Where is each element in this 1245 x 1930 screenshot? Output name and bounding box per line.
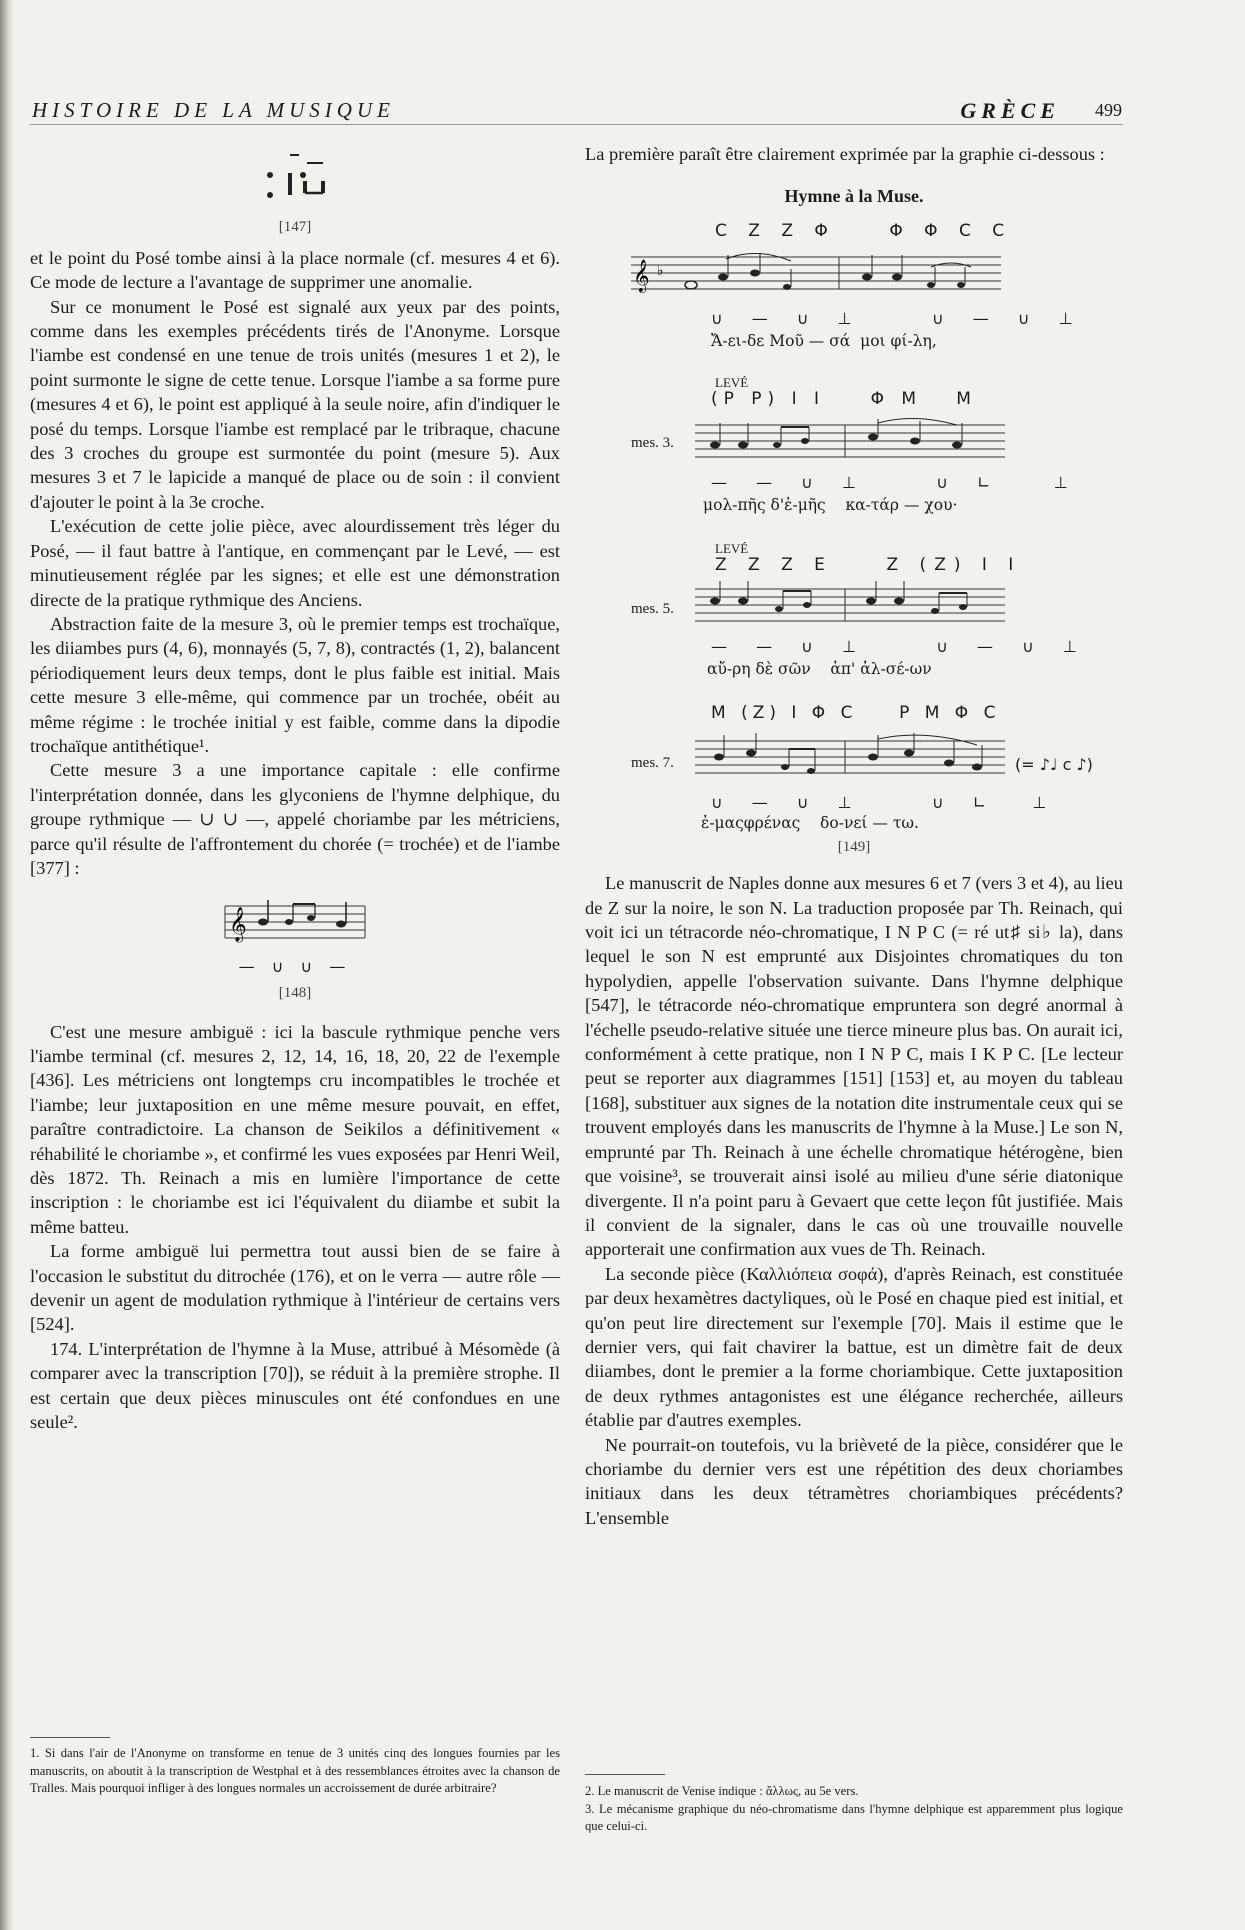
notation-line-3: Z Z Z E Z (Z) I I bbox=[715, 554, 1022, 575]
figure-148-staff bbox=[215, 894, 375, 954]
lyrics-line-4: ἐ-μαςφρένας δο-νεί — τω. bbox=[701, 813, 919, 832]
measure-label: mes. 7. bbox=[631, 754, 674, 771]
notation-line-4: M (Z) I Φ C P M Φ C bbox=[711, 702, 1001, 723]
svg-text:♭: ♭ bbox=[657, 263, 664, 279]
lyrics-line-3: αὔ-ρη δὲ σῶν ἀπ' ἀλ-σέ-ων bbox=[707, 659, 932, 678]
paragraph: Abstraction faite de la mesure 3, où le premier temps est trochaïque, les diiambes purs (4, 6), monnayés (5, 7, 8), contractés (1, 2), balancent périodiquement leurs deux temps, dont le plus faible est initial. Mais cette mesure 3 elle-même, qui commence par un trochée, obéit au même régime : le trochée initial y est faible, comme dans la dipodie trochaïque antithétique¹. bbox=[30, 613, 560, 756]
staff-line-4 bbox=[695, 731, 1015, 791]
svg-text:𝄞: 𝄞 bbox=[633, 258, 650, 292]
figure-147-notation bbox=[255, 147, 335, 207]
figure-147 bbox=[30, 147, 560, 240]
paragraph: C'est une mesure ambiguë : ici la bascule rythmique penche vers l'iambe terminal (cf. mesures 2, 12, 14, 16, 18, 20, 22 de l'exemple [436]. Les métriciens ont longtemps cru incompatibles le trochée et l'iambe; leur juxtaposition en une même mesure pouvait, en effet, paraître contradictoire. La chanson de Seikilos a définitivement « réhabilité le choriambe », et confirmé les vues exposées par Henri Weil, dès 1872. Th. Reinach a mis en lumière l'importance de cette inscription : le choriambe est ici l'équivalent du diiambe et subit la même batteu. bbox=[30, 1021, 560, 1237]
hymn-title: Hymne à la Muse. bbox=[784, 186, 924, 207]
meter-line-2: — — ∪ ⊥ ∪ ∟ ⊥ bbox=[711, 472, 1080, 492]
left-column bbox=[30, 147, 560, 1435]
running-title-left: HISTOIRE DE LA MUSIQUE bbox=[32, 98, 395, 122]
svg-text:𝄞: 𝄞 bbox=[229, 907, 247, 943]
paragraph: La forme ambiguë lui permettra tout aussi bien de se faire à l'occasion le substitut du ditrochée (176), et on le verra — autre rôle — devenir un agent de modulation rythmique à l'intérieur de certains vers [524]. bbox=[30, 1241, 560, 1335]
page-binding-shadow bbox=[0, 0, 14, 1930]
staff-line-2 bbox=[695, 415, 1015, 467]
meter-line-4: ∪ — ∪ ⊥ ∪ ∟ ⊥ bbox=[711, 792, 1059, 812]
footnote-rule bbox=[30, 1737, 110, 1738]
page-number: 499 bbox=[1095, 100, 1122, 120]
footnote-3: 3. Le mécanisme graphique du néo-chromatisme dans l'hymne delphique est apparemment plus logique que celui-ci. bbox=[585, 1801, 1123, 1833]
staff-line-3 bbox=[695, 579, 1015, 631]
figure-147-label: [147] bbox=[278, 219, 312, 236]
paragraph: Cette mesure 3 a une importance capitale : elle confirme l'interprétation donnée, dans les glyconiens de l'hymne delphique, du groupe rythmique — ∪ ∪ —, appelé choriambe par les métriciens, parce qu'il résulte de l'affrontement du chorée (= trochée) et de l'iambe [377] : bbox=[30, 760, 560, 878]
footnote-rule bbox=[585, 1774, 665, 1775]
notation-aside: (= ♪♩ c ♪) bbox=[1015, 754, 1093, 774]
notation-line-1: C Z Z Φ Φ Φ C C bbox=[715, 220, 1013, 241]
figure-148-meter: — ∪ ∪ — bbox=[238, 956, 352, 976]
paragraph: La première paraît être clairement exprimée par la graphie ci-dessous : bbox=[585, 144, 1105, 164]
paragraph: Ne pourrait-on toutefois, vu la brièveté de la pièce, considérer que le choriambe du dernier vers est une répétition des deux choriambes initiaux dans les deux tétramètres choriambiques précédents? L'ensemble bbox=[585, 1434, 1123, 1528]
paragraph: Le manuscrit de Naples donne aux mesures 6 et 7 (vers 3 et 4), au lieu de Z sur la noire, le son N. La traduction proposée par Th. Reinach, qui voit ici un tétracorde néo-chromatique, I N P C (= ré ut♯ si♭ la), dans lequel le son N est emprunté aux Disjointes chromatiques du ton hypolydien, appelle l'observation suivante. Dans l'hymne delphique [547], le tétracorde néo-chromatique empruntera son degré anormal à l'échelle pseudo-relative située une tierce mineure plus bas. On aurait ici, conformément à cette pratique, non I N P C, mais I K P C. [Le lecteur peut se reporter aux diagrammes [151] [153] et, au moyen du tableau [168], substituer aux signes de la notation dite instrumentale ceux qui se trouvent employés dans les manuscrits de l'hymne à la Muse.] Le son N, emprunté par Th. Reinach à une échelle chromatique hétérogène, bien que voisine³, se trouverait ainsi isolé au milieu d'une série diatonique divergente. Il n'a point paru à Gevaert que cette leçon fût justifiée. Mais il convient de la signaler, dans le cas où une trouvaille nouvelle apporterait une confirmation aux vues de Th. Reinach. bbox=[585, 873, 1123, 1260]
leve-marker: LEVÉ bbox=[715, 374, 749, 390]
paragraph: L'exécution de cette jolie pièce, avec alourdissement très léger du Posé, — il faut battre à l'antique, en commençant par le Levé, — est minutieusement réglée par les signes; et elle est une démonstration directe de la pratique rythmique des Anciens. bbox=[30, 516, 560, 610]
lyrics-line-1: Ἄ-ει-δε Μοῦ — σά μοι φί-λη, bbox=[711, 331, 937, 350]
footnote-2: 2. Le manuscrit de Venise indique : ἄλλως, au 5e vers. bbox=[585, 1784, 859, 1798]
paragraph: La seconde pièce (Καλλιόπεια σοφά), d'après Reinach, est constituée par deux hexamètres dactyliques, où le Posé en chaque pied est initial, et qu'on peut lire directement sur l'exemple [70]. Mais il estime que le dernier vers, qui fait chavirer la battue, est un dimètre fait de deux diiambes, dont le premier a la forme choriambique. Cette juxtaposition de deux rythmes antagonistes est une élégance recherchée, ailleurs établie par d'autres exemples. bbox=[585, 1263, 1123, 1431]
lyrics-line-2: μολ-πῆς δ'ἑ-μῆς κα-τάρ — χου· bbox=[703, 495, 958, 514]
figure-149-label: [149] bbox=[837, 838, 871, 855]
notation-line-2: (P P) I I Φ M M bbox=[711, 388, 977, 409]
meter-line-3: — — ∪ ⊥ ∪ — ∪ ⊥ bbox=[711, 636, 1089, 656]
header-rule bbox=[30, 124, 1123, 125]
leve-marker: LEVÉ bbox=[715, 540, 749, 556]
right-column bbox=[585, 142, 1123, 1530]
footnote-1: 1. Si dans l'air de l'Anonyme on transforme en tenue de 3 unités cinq des longues fournies par les manuscrits, on aboutit à la transcription de Westphal et à des ressemblances étroites avec la chanson de Tralles. Mais pourquoi infliger à des longues normales un accroissement de durée arbitraire? bbox=[30, 1746, 560, 1795]
figure-149 bbox=[585, 219, 1123, 831]
paragraph: 174. L'interprétation de l'hymne à la Muse, attribué à Mésomède (à comparer avec la transcription [70]), se réduit à la première strophe. Il est certain que deux pièces minuscules ont été confondues en une seule². bbox=[30, 1338, 560, 1433]
figure-148-label: [148] bbox=[278, 985, 312, 1002]
paragraph: et le point du Posé tombe ainsi à la place normale (cf. mesures 4 et 6). Ce mode de lecture a l'avantage de supprimer une anomalie. bbox=[30, 247, 560, 293]
measure-label: mes. 5. bbox=[631, 600, 674, 617]
measure-label: mes. 3. bbox=[631, 434, 674, 451]
staff-line-1 bbox=[631, 247, 1011, 303]
footnotes-right bbox=[585, 1783, 1123, 1836]
running-title-right: GRÈCE bbox=[960, 98, 1060, 123]
paragraph: Sur ce monument le Posé est signalé aux yeux par des points, comme dans les exemples précédents tirés de l'Anonyme. Lorsque l'iambe est condensé en une tenue de trois unités (mesures 1 et 2), le point surmonte le signe de cette tenue. Lorsque l'iambe a sa forme pure (mesures 4 et 6), le point est appliqué à la seule noire, afin d'indiquer le posé du temps. Lorsque l'iambe est remplacé par le tribraque, chacune des 3 croches du groupe est surmontée du point (mesure 5). Aux mesures 3 et 7 le lapicide a manqué de place ou de soin : il convient d'ajouter le point à la 3e croche. bbox=[30, 296, 560, 512]
meter-line-1: ∪ — ∪ ⊥ ∪ — ∪ ⊥ bbox=[711, 308, 1085, 328]
figure-148 bbox=[30, 894, 560, 1005]
